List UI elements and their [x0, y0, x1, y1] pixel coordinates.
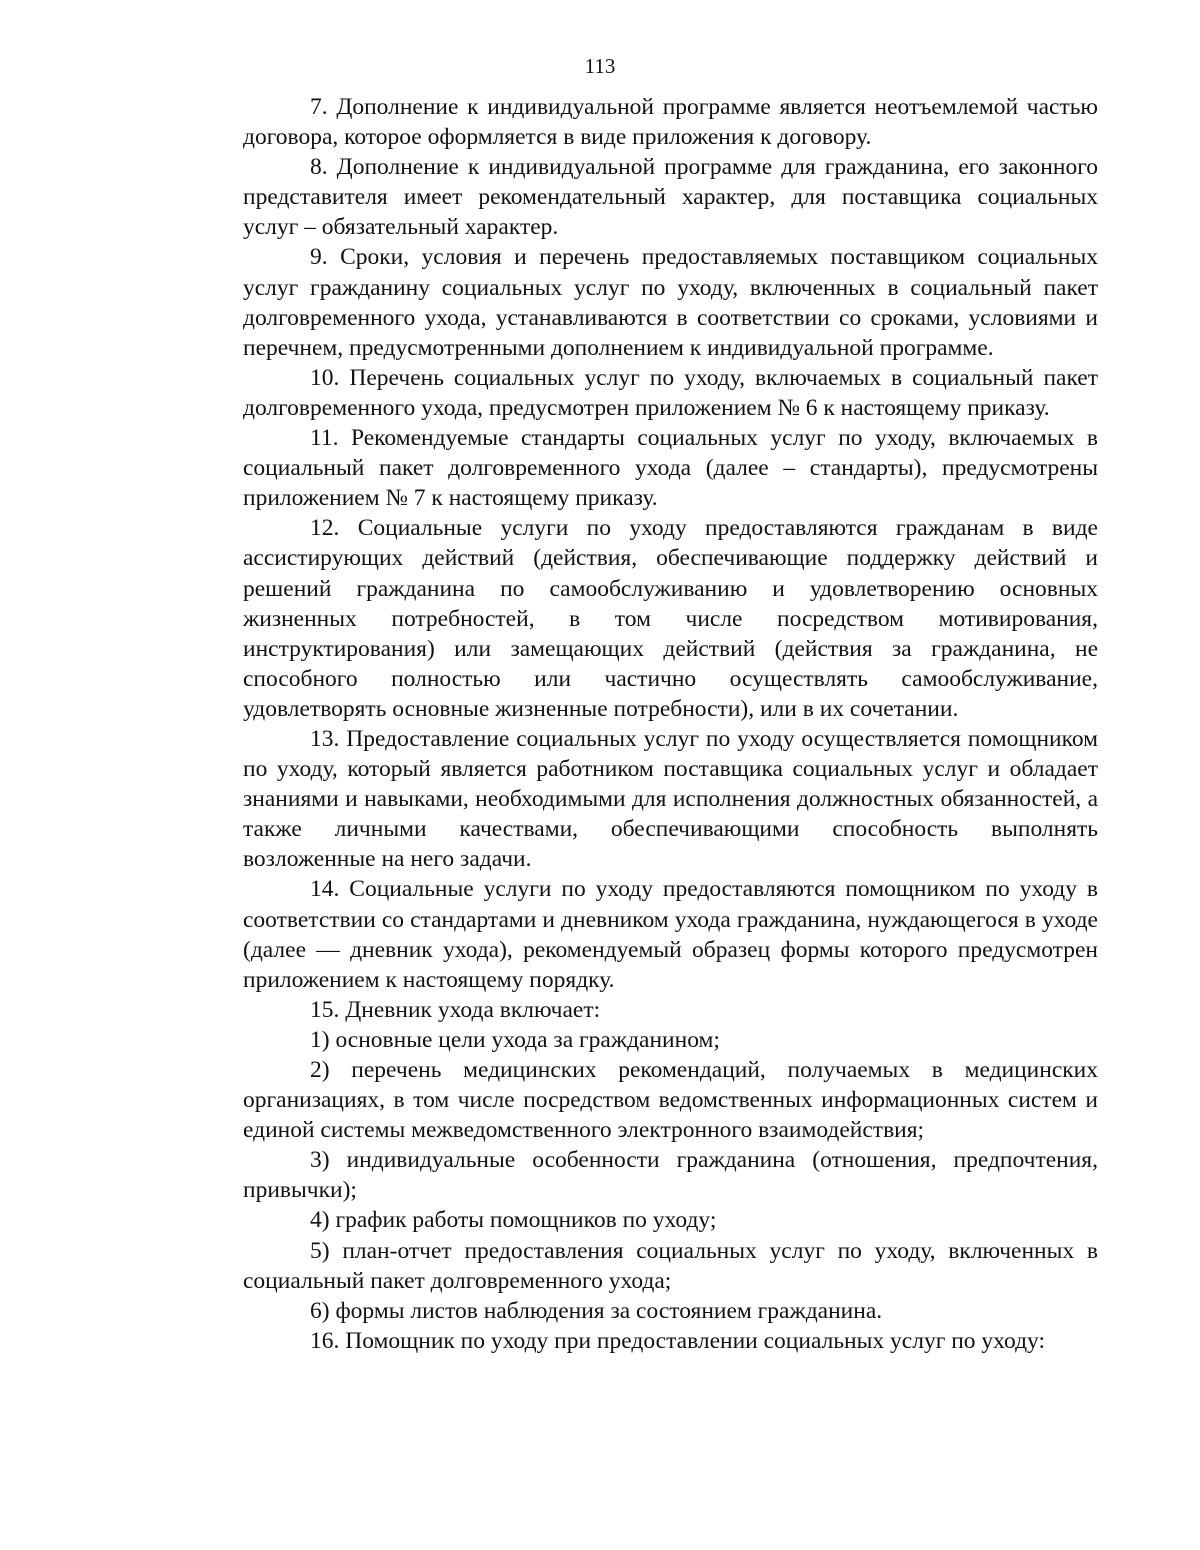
paragraph-item-14: 14. Социальные услуги по уходу предоставляются помощником по уходу в соответствии со стандартами и дневником ухода гражданина, нуждающегося в уходе (далее — дневник ухода), рекомендуемый образец формы которого предусмотрен приложением к настоящему порядку. [243, 876, 1098, 993]
subitem-4: 4) график работы помощников по уходу; [310, 1207, 717, 1234]
paragraph-item-10: 10. Перечень социальных услуг по уходу, включаемых в социальный пакет долговременного ухода, предусмотрен приложением № 6 к настоящему приказу. [243, 364, 1098, 421]
subitem-3: 3) индивидуальные особенности гражданина (отношения, предпочтения, привычки); [243, 1147, 1098, 1204]
paragraph-item-12: 12. Социальные услуги по уходу предоставляются гражданам в виде ассистирующих действий (действия, обеспечивающие поддержку действий и решений гражданина по самообслуживанию и удовлетворению основных жизненных потребностей, в том числе посредством мотивирования, инструктирования) или замещающих действий (действия за гражданина, не способного полностью или частично осуществлять самообслуживание, удовлетворять основные жизненные потребности), или в их сочетании. [243, 515, 1098, 722]
subitem-5: 5) план-отчет предоставления социальных услуг по уходу, включенных в социальный пакет долговременного ухода; [243, 1237, 1098, 1294]
paragraph-item-7: 7. Дополнение к индивидуальной программе является неотъемлемой частью договора, которое оформляется в виде приложения к договору. [243, 94, 1098, 151]
paragraph-item-13: 13. Предоставление социальных услуг по уходу осуществляется помощником по уходу, который является работником поставщика социальных услуг и обладает знаниями и навыками, необходимыми для исполнения должностных обязанностей, а также личными качествами, обеспечивающими способность выполнять возложенные на него задачи. [243, 725, 1098, 873]
page-number: 113 [584, 54, 616, 78]
paragraph-item-16: 16. Помощник по уходу при предоставлении социальных услуг по уходу: [310, 1327, 1046, 1354]
paragraph-item-9: 9. Сроки, условия и перечень предоставляемых поставщиком социальных услуг гражданину социальных услуг по уходу, включенных в социальный пакет долговременного ухода, устанавливаются в соответствии со сроками, условиями и перечнем, предусмотренными дополнением к индивидуальной программе. [243, 244, 1098, 361]
subitem-6: 6) формы листов наблюдения за состоянием гражданина. [310, 1297, 883, 1324]
document-body [243, 92, 1098, 1356]
paragraph-item-8: 8. Дополнение к индивидуальной программе для гражданина, его законного представителя имеет рекомендательный характер, для поставщика социальных услуг – обязательный характер. [243, 154, 1098, 241]
paragraph-item-15: 15. Дневник ухода включает: [310, 996, 601, 1023]
subitem-1: 1) основные цели ухода за гражданином; [310, 1026, 720, 1053]
paragraph-item-11: 11. Рекомендуемые стандарты социальных услуг по уходу, включаемых в социальный пакет долговременного ухода (далее – стандарты), предусмотрены приложением № 7 к настоящему приказу. [243, 425, 1098, 512]
subitem-2: 2) перечень медицинских рекомендаций, получаемых в медицинских организациях, в том числе посредством ведомственных информационных систем и единой системы межведомственного электронного взаимодействия; [243, 1057, 1098, 1144]
